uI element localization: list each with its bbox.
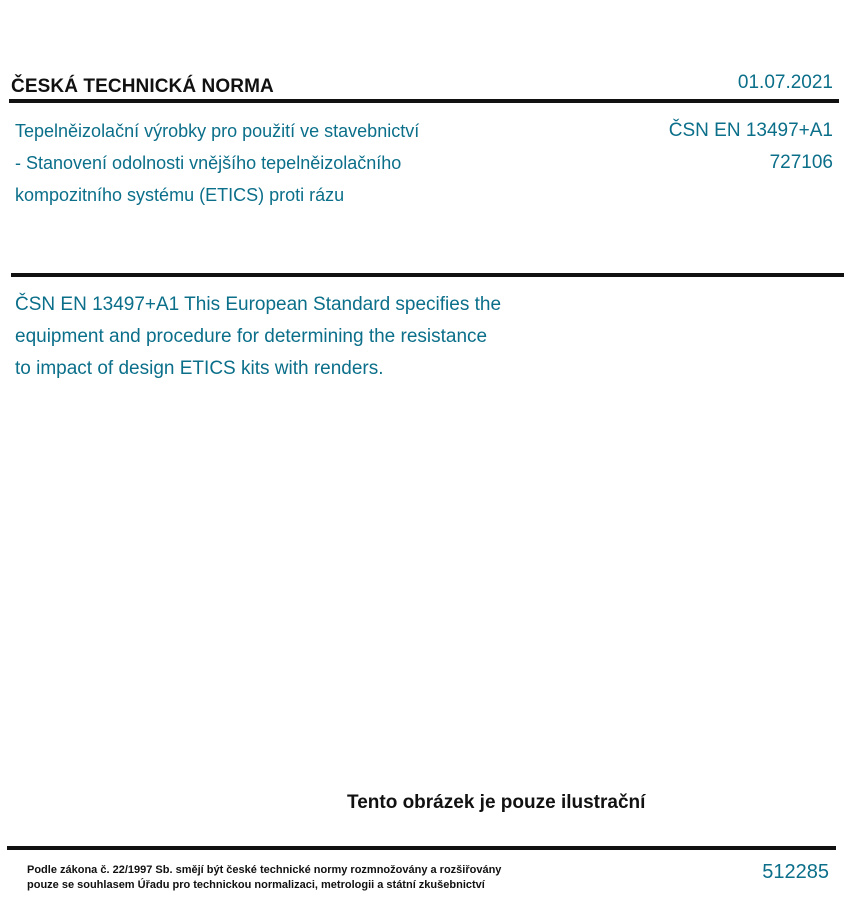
header-divider bbox=[9, 99, 839, 103]
standard-title-line: kompozitního systému (ETICS) proti rázu bbox=[15, 185, 345, 205]
standard-identifiers bbox=[669, 115, 833, 179]
class-number: 727106 bbox=[769, 152, 833, 173]
document-heading: ČESKÁ TECHNICKÁ NORMA bbox=[11, 76, 274, 97]
document-number: 512285 bbox=[762, 861, 829, 883]
illustrative-notice: Tento obrázek je pouze ilustrační bbox=[347, 792, 646, 813]
footer-divider bbox=[7, 846, 836, 850]
standard-title-line: Tepelněizolační výrobky pro použití ve stavebnictví bbox=[15, 121, 420, 141]
legal-notice-line: pouze se souhlasem Úřadu pro technickou normalizaci, metrologii a státní zkušebnictví bbox=[27, 879, 485, 891]
legal-notice-line: Podle zákona č. 22/1997 Sb. smějí být české technické normy rozmnožovány a rozšiřovány bbox=[27, 864, 502, 876]
standard-title bbox=[15, 115, 535, 211]
legal-notice bbox=[27, 863, 501, 893]
title-divider bbox=[11, 273, 844, 277]
standard-code: ČSN EN 13497+A1 bbox=[668, 120, 833, 141]
abstract-line: to impact of design ETICS kits with renders. bbox=[15, 358, 384, 379]
publication-date: 01.07.2021 bbox=[737, 72, 833, 93]
standard-title-line: - Stanovení odolnosti vnějšího tepelněizolačního bbox=[15, 153, 402, 173]
abstract-line: ČSN EN 13497+A1 This European Standard specifies the bbox=[15, 294, 502, 315]
abstract bbox=[15, 289, 615, 385]
abstract-line: equipment and procedure for determining the resistance bbox=[15, 326, 488, 347]
